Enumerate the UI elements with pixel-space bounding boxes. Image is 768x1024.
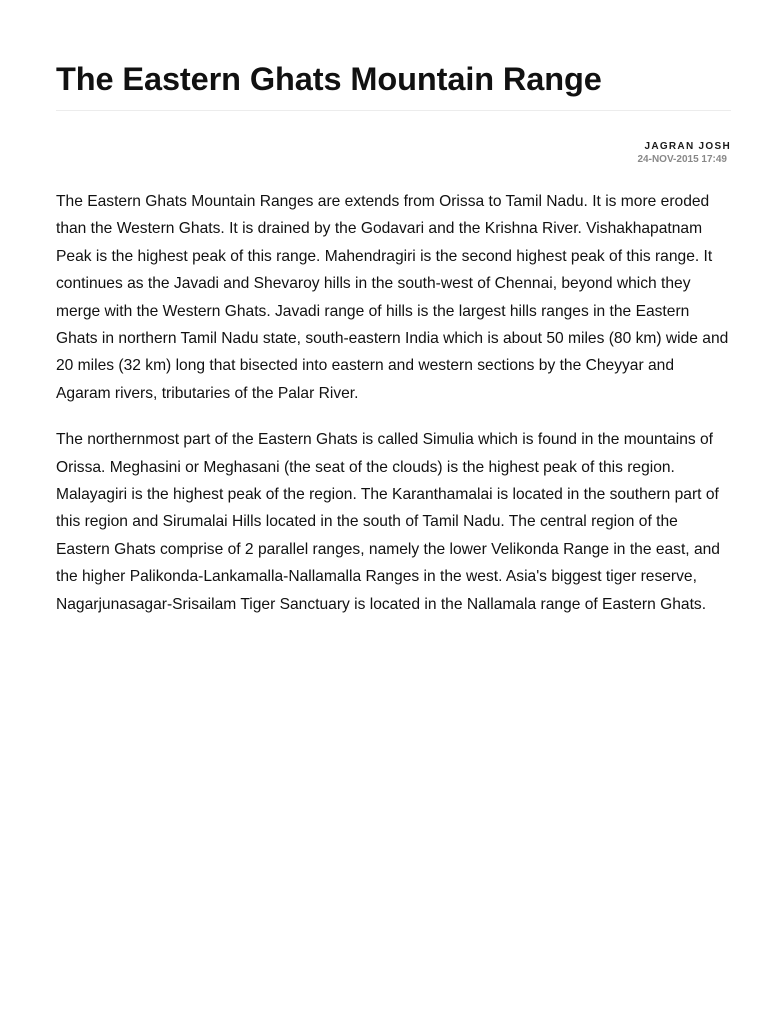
article-body (56, 188, 731, 618)
publish-date: 24-NOV-2015 17:49 (637, 154, 727, 165)
author-name: JAGRAN JOSH (644, 141, 731, 152)
paragraph-2: The northernmost part of the Eastern Ghats is called Simulia which is found in the mountains of Orissa. Meghasini or Meghasani (the seat of the clouds) is the highest peak of this region. Malayagiri is the highest peak of the region. The Karanthamalai is located in the southern part of this region and Sirumalai Hills located in the south of Tamil Nadu. The central region of the Eastern Ghats comprise of 2 parallel ranges, namely the lower Velikonda Range in the east, and the higher Palikonda-Lankamalla-Nallamalla Ranges in the west. Asia's biggest tiger reserve, Nagarjunasagar-Srisailam Tiger Sanctuary is located in the Nallamala range of Eastern Ghats. (56, 431, 720, 613)
article (56, 0, 731, 637)
page-title: The Eastern Ghats Mountain Range (56, 61, 602, 97)
title-divider (56, 110, 731, 111)
paragraph-1: The Eastern Ghats Mountain Ranges are extends from Orissa to Tamil Nadu. It is more eroded than the Western Ghats. It is drained by the Godavari and the Krishna River. Vishakhapatnam Peak is the highest peak of this range. Mahendragiri is the second highest peak of this range. It continues as the Javadi and Shevaroy hills in the south-west of Chennai, beyond which they merge with the Western Ghats. Javadi range of hills is the largest hills ranges in the Eastern Ghats in northern Tamil Nadu state, south-eastern India which is about 50 miles (80 km) wide and 20 miles (32 km) long that bisected into eastern and western sections by the Cheyyar and Agaram rivers, tributaries of the Palar River. (56, 193, 729, 402)
article-meta (56, 141, 731, 166)
